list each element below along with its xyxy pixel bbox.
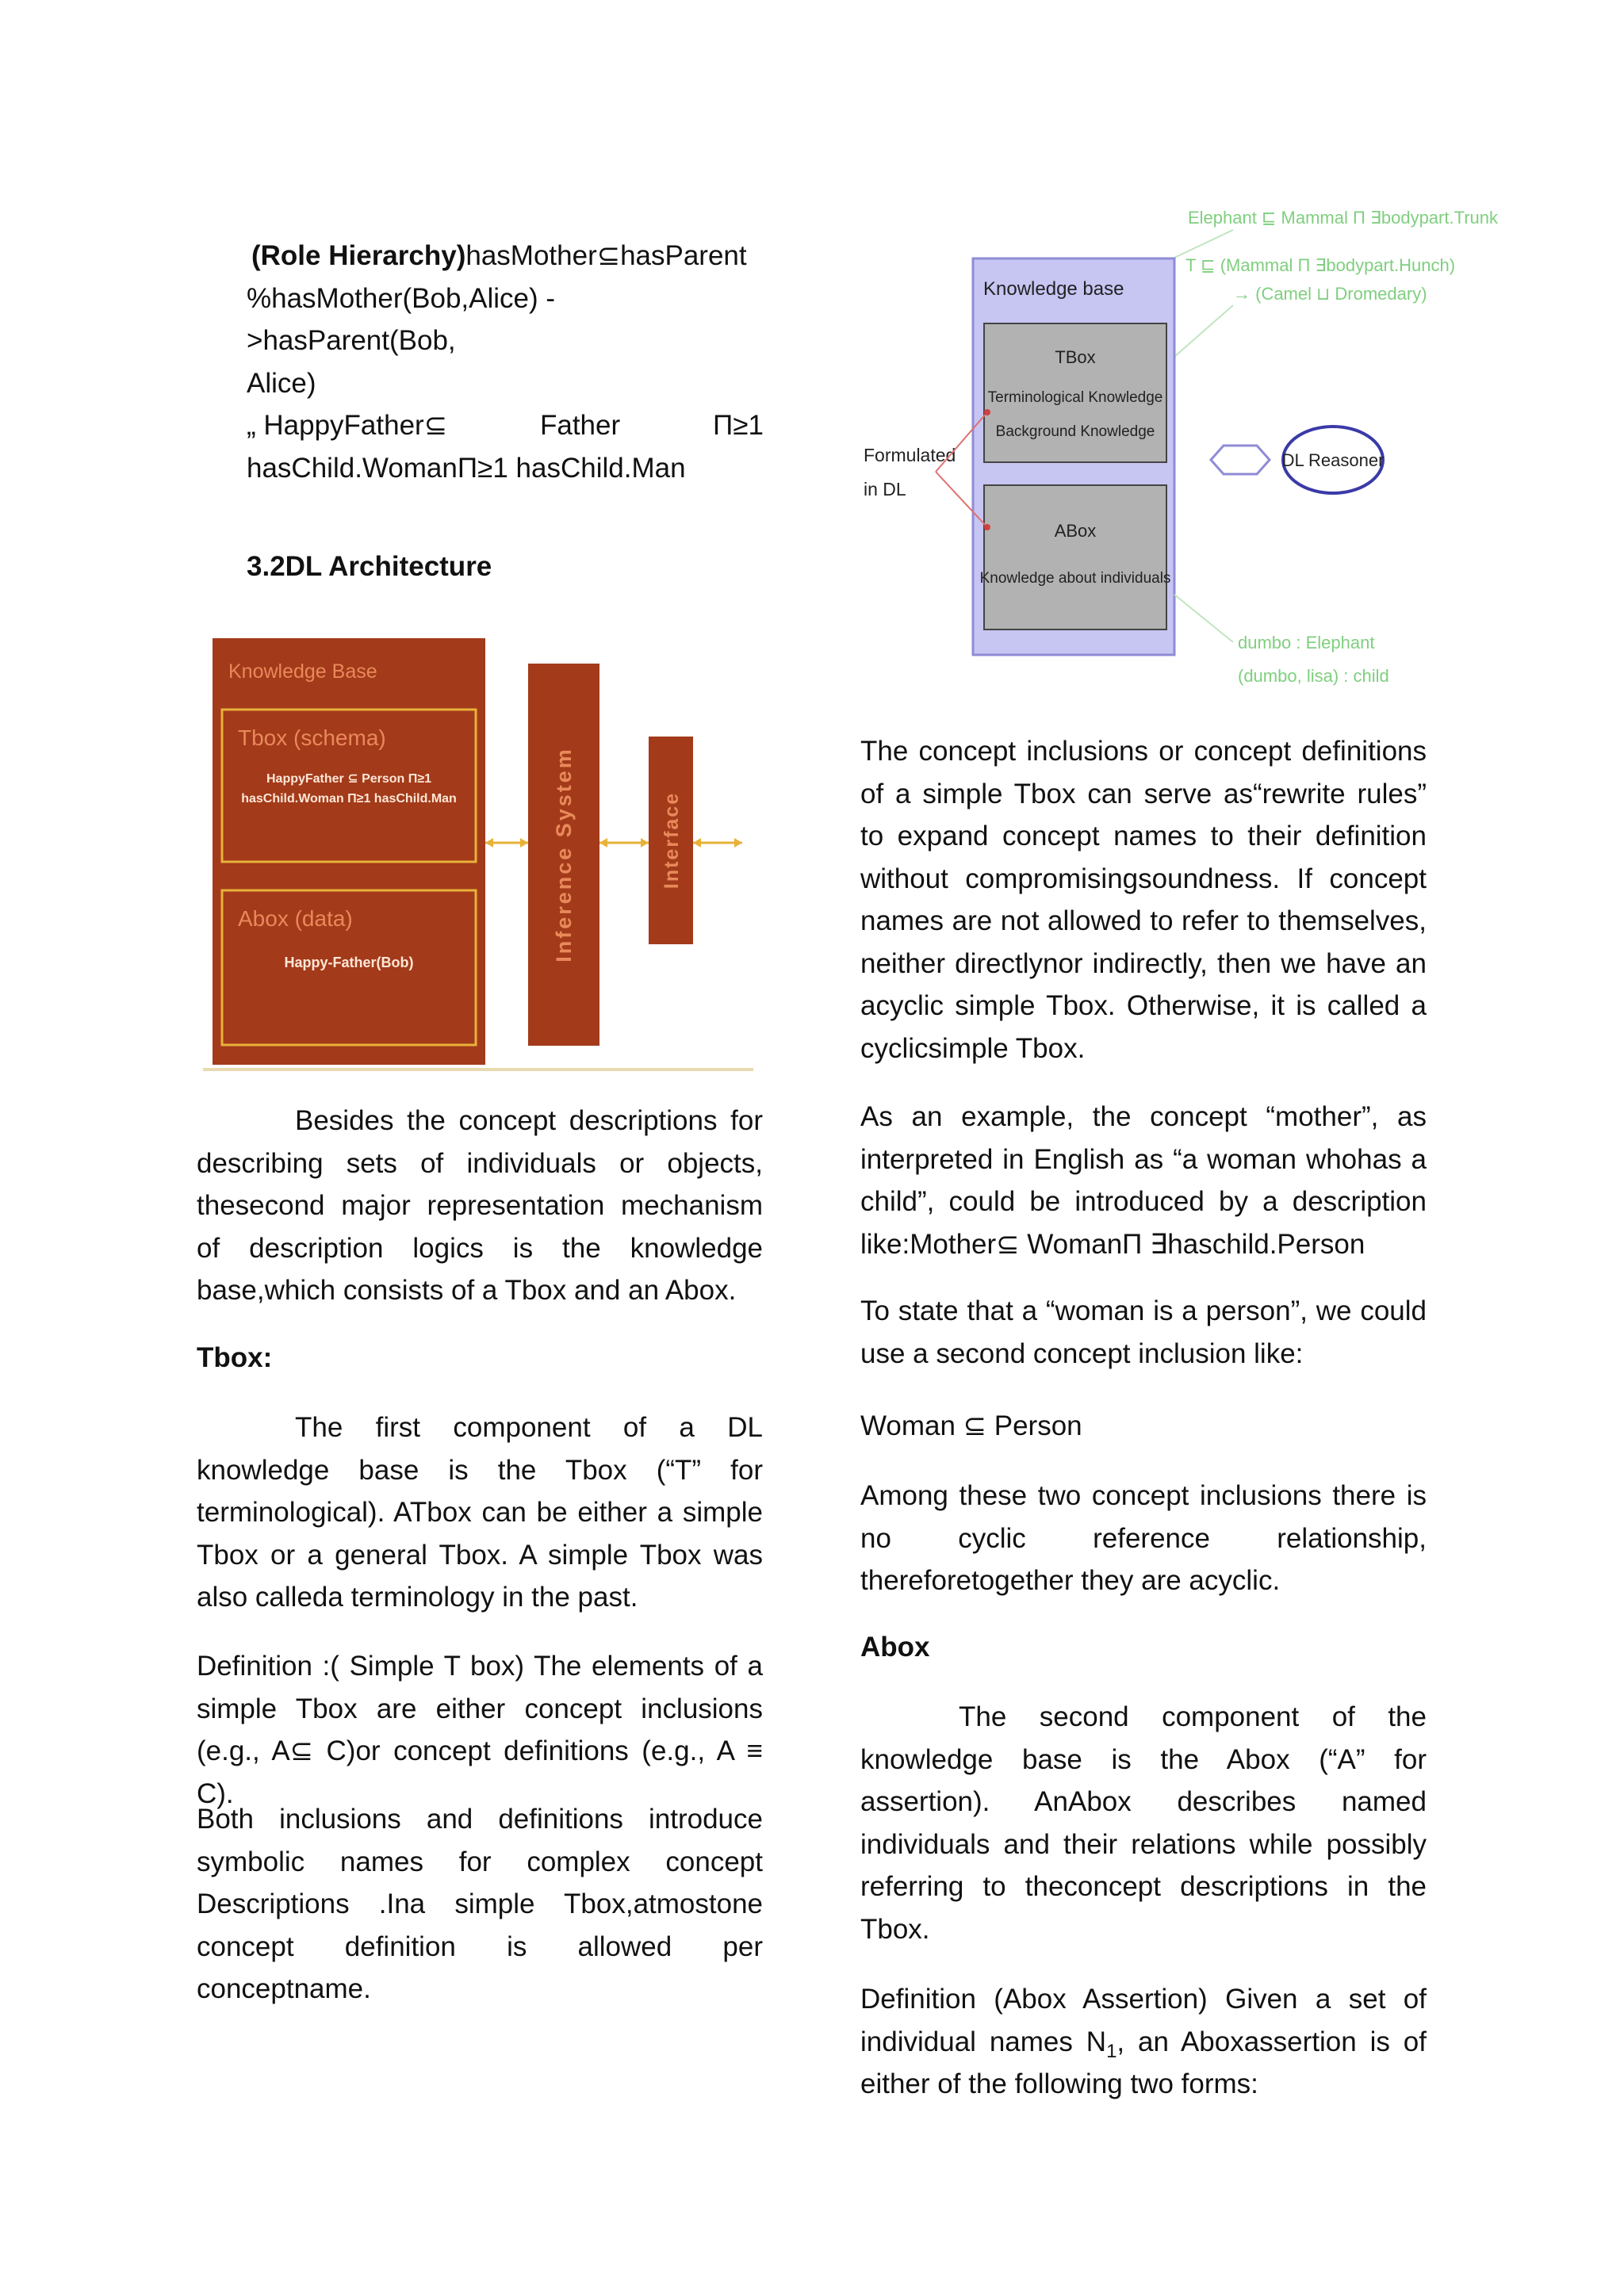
left-paragraph-1: Besides the concept descriptions for describing sets of individuals or objects, thesecond major representation mechanism of description logics is the knowledge base,which consists of a Tbox and an Abox. <box>197 1105 763 1306</box>
kb-label: Knowledge Base <box>228 660 377 683</box>
left-paragraph-2: The first component of a DL knowledge base is the Tbox (“T” for terminological). ATbox can be either a simple Tbox or a general Tbox. A simple Tbox was also calleda terminology in the past. <box>197 1412 763 1613</box>
annotation-5: (dumbo, lisa) : child <box>1238 666 1389 686</box>
role-hierarchy-label: (Role Hierarchy) <box>251 240 466 271</box>
right-paragraph-6: The second component of the knowledge base is the Abox (“A” for assertion). AnAbox describes named individuals and their relations while possibly referring to theconcept descriptions in the Tbox. <box>860 1701 1427 1945</box>
tbox-line-1: Terminological Knowledge <box>987 389 1163 406</box>
right-paragraph-7-sub: 1 <box>1106 2040 1117 2062</box>
arrowhead-int-right <box>734 838 742 848</box>
right-paragraph-7-b: , an Aboxassertion is of either of the following two forms: <box>860 2026 1427 2099</box>
annotation-connector-2 <box>1174 305 1233 357</box>
tbox-line-2: Background Knowledge <box>995 423 1155 440</box>
inference-label: Inference System <box>552 747 576 962</box>
right-paragraph-2: As an example, the concept “mother”, as interpreted in English as “a woman whohas a child”, could be introduced by a description like:Mother⊆ WomanΠ ∃haschild.Person <box>860 1101 1427 1260</box>
abox-label: Abox (data) <box>238 906 353 931</box>
knowledge-base-reasoner-diagram <box>860 198 1499 706</box>
annotation-connector-1 <box>1174 230 1233 258</box>
interface-label: Interface <box>661 791 683 890</box>
section-heading: 3.2DL Architecture <box>247 551 492 582</box>
role-hierarchy-text: hasMother⊆hasParent <box>465 240 747 271</box>
arrowhead-kb-left <box>485 838 493 848</box>
abox-title: ABox <box>1054 521 1097 541</box>
tbox-title: TBox <box>1055 347 1096 367</box>
abox-fact: Happy-Father(Bob) <box>284 955 414 970</box>
tbox-anchor-dot <box>984 409 990 415</box>
knowledge-base-box <box>213 638 485 1065</box>
role-hierarchy-line4-c: Π≥1 <box>713 410 764 441</box>
tbox-axiom-1: HappyFather ⊆ Person Π≥1 <box>266 772 432 786</box>
abox-heading: Abox <box>860 1632 930 1663</box>
annotation-connector-3 <box>1174 595 1233 642</box>
tbox-label: Tbox (schema) <box>238 725 386 750</box>
right-paragraph-3: To state that a “woman is a person”, we could use a second concept inclusion like: <box>860 1295 1427 1369</box>
kb-title: Knowledge base <box>983 278 1124 300</box>
right-paragraph-5: Among these two concept inclusions there is no cyclic reference relationship, thereforetogether they are acyclic. <box>860 1480 1427 1596</box>
role-hierarchy-line4-b: Father <box>539 410 621 441</box>
abox-line-1: Knowledge about individuals <box>979 570 1171 587</box>
annotation-2: T ⊑ (Mammal Π ∃bodypart.Hunch) <box>1185 255 1456 275</box>
abox-anchor-dot <box>984 524 990 530</box>
role-hierarchy-line4-a: „ HappyFather⊆ <box>247 410 448 441</box>
role-hierarchy-line2: %hasMother(Bob,Alice) ->hasParent(Bob, <box>247 282 556 356</box>
tbox-axiom-2: hasChild.Woman Π≥1 hasChild.Man <box>241 792 457 806</box>
annotation-3: → (Camel ⊔ Dromedary) <box>1233 284 1427 304</box>
arrowhead-inf-right <box>641 838 649 848</box>
role-hierarchy-block <box>247 235 764 489</box>
right-paragraph-7 <box>860 1978 1427 2106</box>
arrowhead-int-left <box>693 838 701 848</box>
arrowhead-inf-left <box>599 838 607 848</box>
right-paragraph-4: Woman ⊆ Person <box>860 1410 1082 1441</box>
role-hierarchy-line3: Alice) <box>247 367 316 399</box>
role-hierarchy-line5: hasChild.WomanΠ≥1 hasChild.Man <box>247 452 686 484</box>
dl-reasoner-label: DL Reasoner <box>1281 450 1385 470</box>
left-paragraph-3: Definition :( Simple T box) The elements of a simple Tbox are either concept inclusions (e.g., A⊆ C)or concept definitions (e.g., A ≡ C). <box>197 1651 763 1809</box>
left-paragraph-4: Both inclusions and definitions introduce symbolic names for complex concept Descriptions .Ina simple Tbox,atmostone concept definition is allowed per conceptname. <box>197 1804 763 2004</box>
role-hierarchy-line4 <box>247 404 764 447</box>
right-paragraph-7-a: Definition (Abox Assertion) Given a set of individual names N <box>860 1984 1427 2057</box>
arrowhead-kb-right <box>520 838 528 848</box>
annotation-1: Elephant ⊑ Mammal Π ∃bodypart.Trunk <box>1188 208 1499 228</box>
link-hexagon <box>1211 446 1270 474</box>
formulated-label-2: in DL <box>864 479 906 499</box>
abox-box <box>984 485 1166 629</box>
dl-architecture-diagram <box>198 630 769 1074</box>
formulated-label-1: Formulated <box>864 445 956 465</box>
annotation-4: dumbo : Elephant <box>1238 633 1375 652</box>
tbox-heading: Tbox: <box>197 1342 273 1373</box>
right-paragraph-1: The concept inclusions or concept definitions of a simple Tbox can serve as“rewrite rules” to expand concept names to their definition without compromisingsoundness. If concept names are not allowed to refer to themselves, neither directlynor indirectly, then we have an acyclic simple Tbox. Otherwise, it is called a cyclicsimple Tbox. <box>860 736 1427 1064</box>
